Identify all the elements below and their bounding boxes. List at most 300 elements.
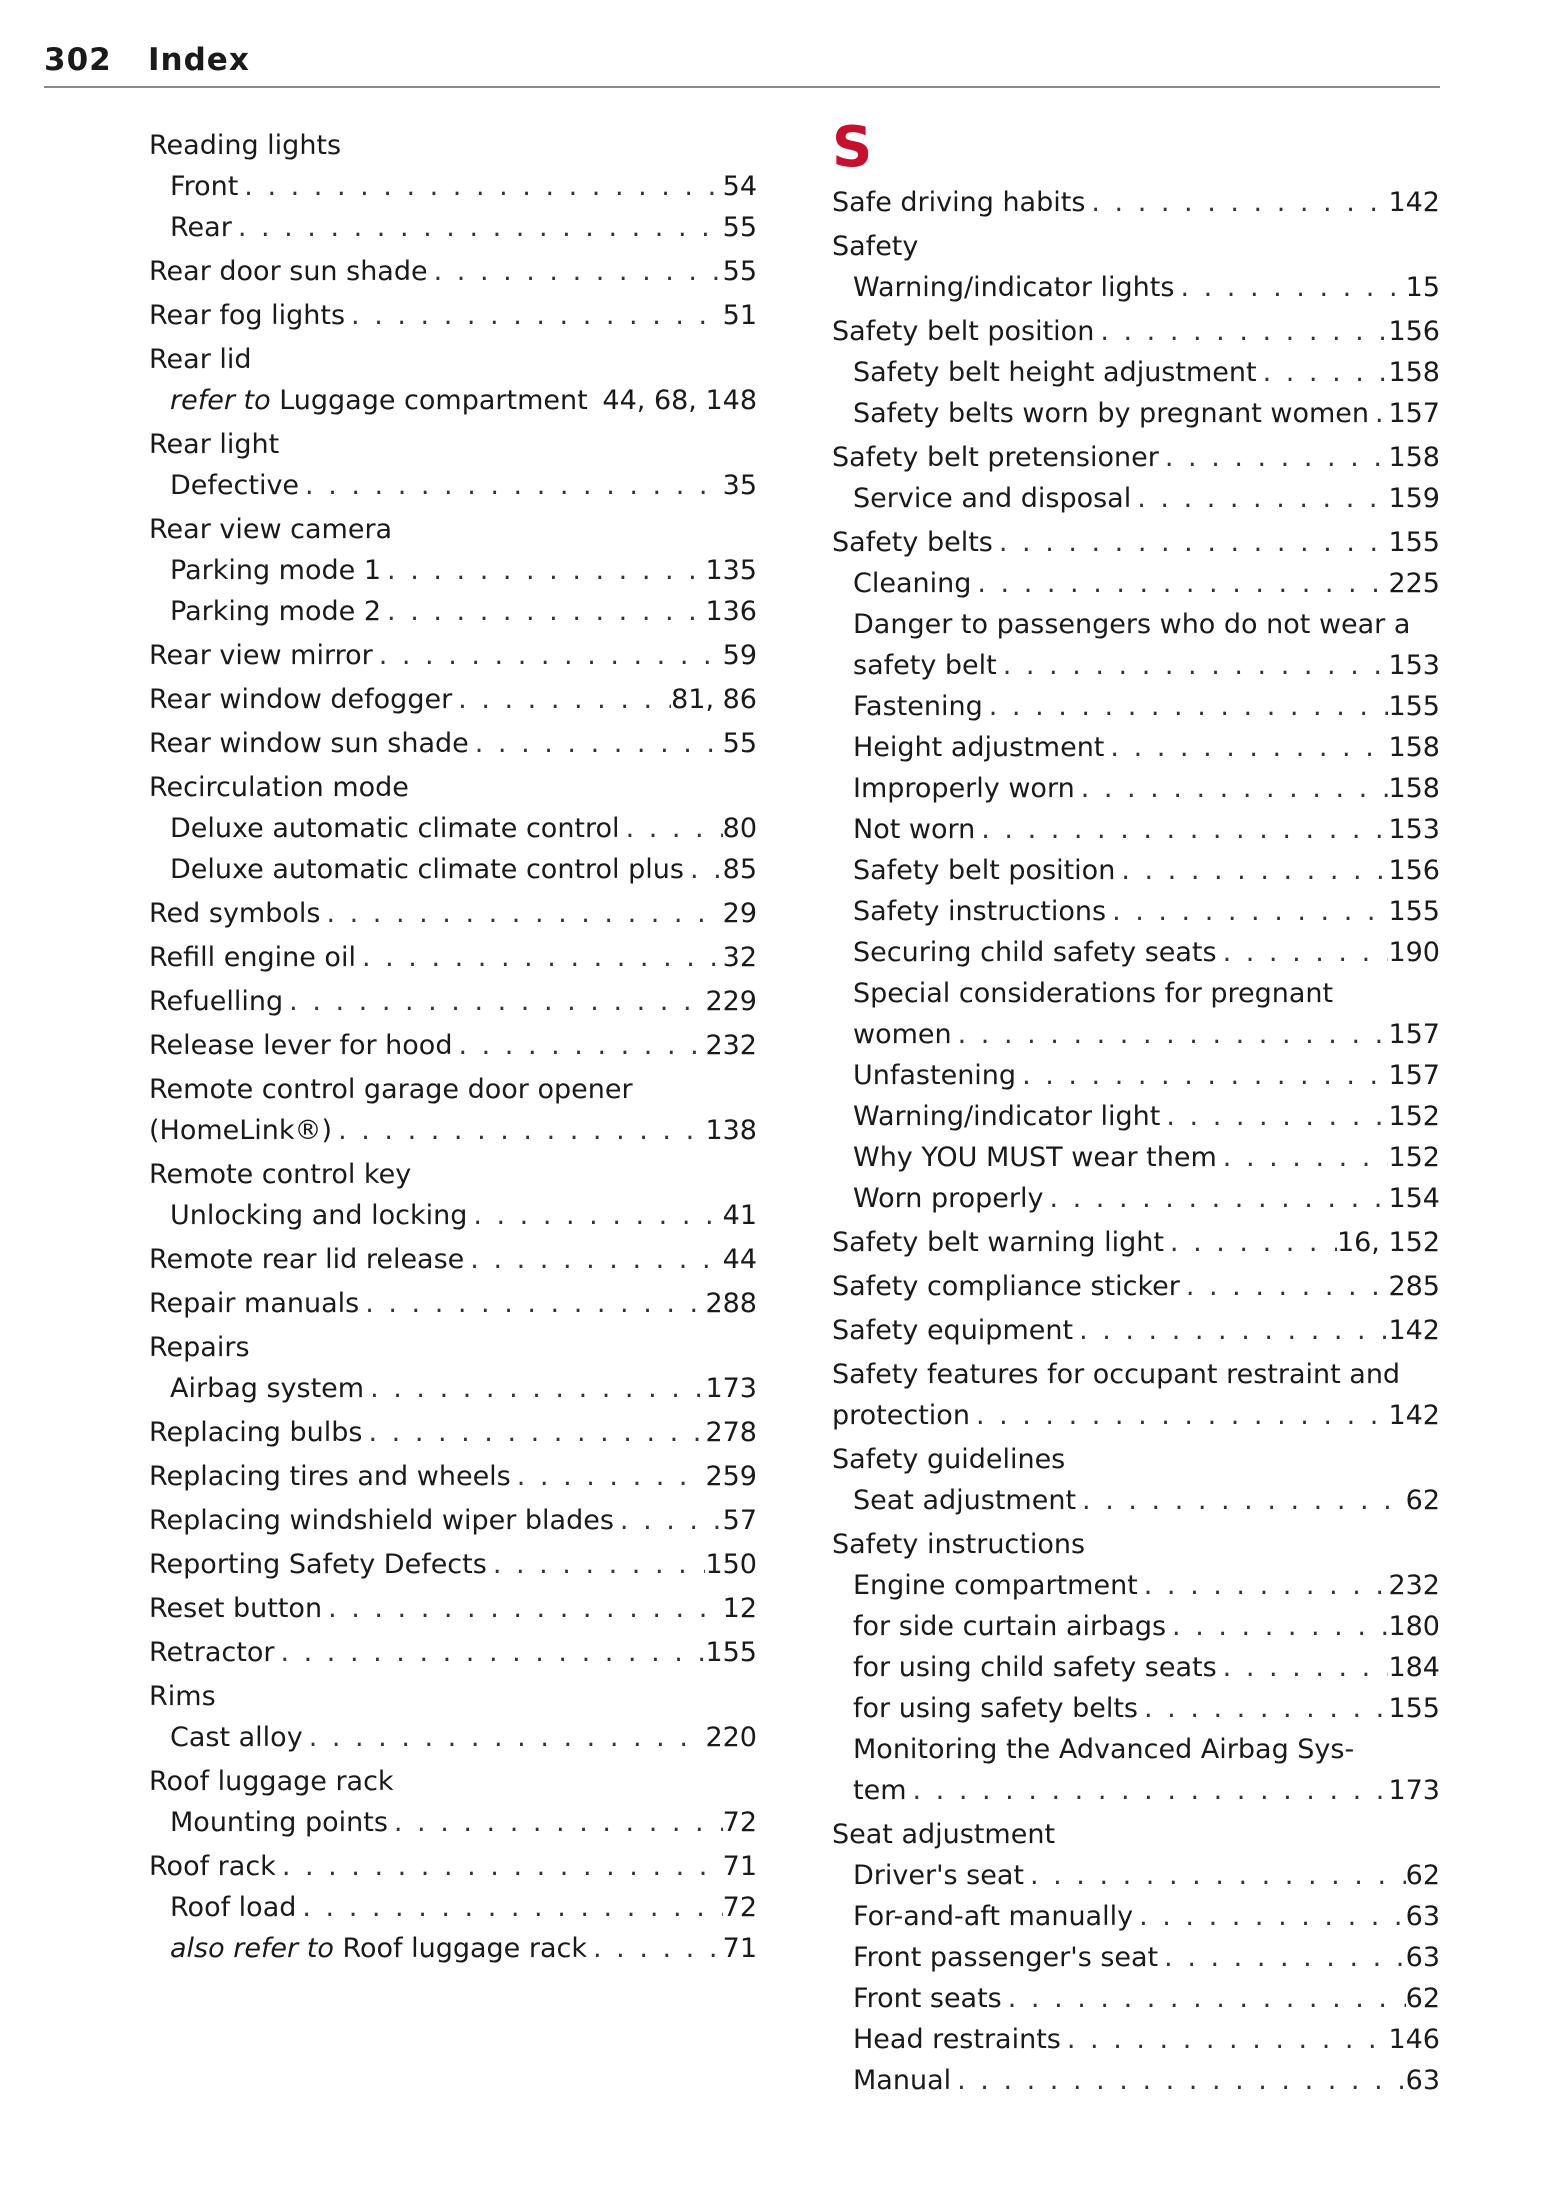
index-entry: [832, 1310, 1440, 1351]
dot-leader: [276, 1846, 723, 1887]
entry-label: [149, 1676, 216, 1717]
entry-text: Driver's seat: [853, 1860, 1024, 1891]
page-reference: 155: [1388, 896, 1440, 927]
page-reference: 157: [1388, 398, 1440, 429]
entry-label: [149, 679, 452, 720]
entry-label: [853, 727, 1104, 768]
page-reference: 136: [705, 596, 757, 627]
entry-label: [149, 1239, 464, 1280]
entry-text: for using safety belts: [853, 1693, 1139, 1724]
page-reference: 229: [705, 986, 757, 1017]
dot-leader: [1106, 891, 1388, 932]
index-entry: [149, 1110, 757, 1151]
dot-leader: [1061, 2019, 1389, 2060]
index-subentry: [149, 591, 757, 632]
dot-leader: [1075, 768, 1389, 809]
page-reference: 71: [722, 1851, 757, 1882]
entry-text: Safety features for occupant restraint and: [832, 1359, 1401, 1390]
index-entry: [149, 1025, 757, 1066]
entry-text: (HomeLink®): [149, 1115, 333, 1146]
page-reference: 155: [1388, 691, 1440, 722]
entry-text: Safety belt height adjustment: [853, 357, 1257, 388]
page-reference: 63: [1405, 1942, 1440, 1973]
entry-label: [853, 1937, 1158, 1978]
entry-text: Red symbols: [149, 898, 321, 929]
entry-text: Release lever for hood: [149, 1030, 453, 1061]
entry-text: Remote rear lid release: [149, 1244, 465, 1275]
index-entry: [149, 937, 757, 978]
dot-leader: [1158, 1937, 1405, 1978]
index-entry: [832, 1524, 1440, 1565]
entry-label: [853, 1014, 952, 1055]
entry-label: [149, 1632, 274, 1673]
entry-label: [149, 1500, 614, 1541]
entry-label: [170, 207, 232, 248]
page-reference: 285: [1388, 1271, 1440, 1302]
entry-text: Monitoring the Advanced Airbag Sys-: [853, 1734, 1355, 1765]
entry-text: Safety belts: [832, 527, 993, 558]
entry-label: [853, 2019, 1061, 2060]
index-entry: [149, 339, 757, 380]
dot-leader: [373, 635, 723, 676]
entry-text: Safety belt pretensioner: [832, 442, 1159, 473]
dot-leader: [1217, 1137, 1389, 1178]
dot-leader: [332, 1110, 705, 1151]
index-subentry: [832, 645, 1440, 686]
entry-text: Retractor: [149, 1637, 275, 1668]
index-entry: [149, 125, 757, 166]
index-entry: [149, 1500, 757, 1541]
index-entry: [149, 251, 757, 292]
entry-text: Fastening: [853, 691, 983, 722]
entry-text: Roof luggage rack: [342, 1933, 588, 1964]
entry-text: Roof luggage rack: [149, 1766, 394, 1797]
page-reference: 278: [705, 1417, 757, 1448]
entry-label: [853, 932, 1217, 973]
dot-leader: [620, 808, 723, 849]
index-subentry: [149, 166, 757, 207]
index-subentry: [149, 1928, 757, 1969]
entry-text: Warning/indicator light: [853, 1101, 1161, 1132]
entry-label: [853, 1688, 1138, 1729]
dot-leader: [983, 686, 1389, 727]
page-reference: 152: [1388, 1142, 1440, 1173]
entry-label: [853, 686, 983, 727]
entry-label: [149, 1025, 452, 1066]
page-reference: 159: [1388, 483, 1440, 514]
page-reference: 72: [722, 1892, 757, 1923]
page-reference: 55: [722, 728, 757, 759]
section-letter: S: [832, 115, 873, 180]
entry-label: [170, 591, 381, 632]
entry-label: [853, 1480, 1076, 1521]
index-entry: [149, 1239, 757, 1280]
page-title: Index: [148, 42, 250, 78]
dot-leader: [1104, 727, 1388, 768]
index-subentry: [832, 891, 1440, 932]
index-subentry: [832, 2060, 1440, 2101]
entry-text: Cast alloy: [170, 1722, 303, 1753]
dot-leader: [359, 1283, 705, 1324]
page-reference: 156: [1388, 316, 1440, 347]
entry-label: [853, 2060, 951, 2101]
page-reference: 158: [1388, 773, 1440, 804]
entry-text: Rear window sun shade: [149, 728, 469, 759]
index-entry: [149, 1588, 757, 1629]
dot-leader: [1131, 478, 1388, 519]
entry-text: Improperly worn: [853, 773, 1075, 804]
entry-label: [149, 295, 345, 336]
page-reference: 32: [722, 942, 757, 973]
dot-leader: [452, 1025, 705, 1066]
dot-leader: [320, 893, 722, 934]
page-reference: 154: [1388, 1183, 1440, 1214]
dot-leader: [1073, 1310, 1388, 1351]
index-subentry: [832, 563, 1440, 604]
entry-label: [853, 1978, 1002, 2019]
index-subentry: [832, 1014, 1440, 1055]
dot-leader: [1138, 1688, 1388, 1729]
entry-label: [149, 1588, 322, 1629]
entry-text: women: [853, 1019, 952, 1050]
entry-label: [170, 1928, 587, 1969]
page-reference: 57: [722, 1505, 757, 1536]
dot-leader: [975, 809, 1388, 850]
entry-text: Rear view camera: [149, 514, 393, 545]
index-subentry: [832, 686, 1440, 727]
entry-label: [853, 809, 975, 850]
dot-leader: [587, 1928, 723, 1969]
page-reference: 54: [722, 171, 757, 202]
index-subentry: [832, 352, 1440, 393]
page-reference: 153: [1388, 814, 1440, 845]
page-header: [44, 36, 1440, 88]
entry-text: Reset button: [149, 1593, 323, 1624]
page-reference: 55: [722, 212, 757, 243]
entry-label: [149, 1761, 394, 1802]
index-entry: [149, 1761, 757, 1802]
dot-leader: [1085, 182, 1388, 223]
entry-text: protection: [832, 1400, 970, 1431]
entry-label: [853, 1606, 1166, 1647]
entry-label: [149, 1154, 411, 1195]
page-reference: 173: [1388, 1775, 1440, 1806]
entry-label: [149, 937, 356, 978]
entry-text: Safety belts worn by pregnant women: [853, 398, 1370, 429]
entry-text: Manual: [853, 2065, 952, 2096]
entry-label: [832, 1354, 1400, 1395]
entry-text: Front seats: [853, 1983, 1002, 2014]
entry-label: [149, 1456, 511, 1497]
page-reference: 51: [722, 300, 757, 331]
entry-text: Remote control garage door opener: [149, 1074, 633, 1105]
entry-text: Safety instructions: [832, 1529, 1086, 1560]
page-reference: 146: [1388, 2024, 1440, 2055]
index-entry: [832, 1222, 1440, 1263]
dot-leader: [684, 849, 723, 890]
page-reference: 59: [722, 640, 757, 671]
entry-text: safety belt: [853, 650, 997, 681]
entry-text: Seat adjustment: [853, 1485, 1077, 1516]
index-entry: [149, 424, 757, 465]
entry-label: [149, 339, 252, 380]
entry-label: [149, 635, 373, 676]
entry-text: Remote control key: [149, 1159, 412, 1190]
dot-leader: [997, 645, 1389, 686]
dot-leader: [274, 1632, 705, 1673]
index-subentry: [832, 267, 1440, 308]
entry-label: [853, 1729, 1354, 1770]
page-reference: 184: [1388, 1652, 1440, 1683]
index-entries-s: [832, 182, 1440, 2101]
dot-leader: [469, 723, 723, 764]
page-reference: 35: [722, 470, 757, 501]
entry-label: [170, 465, 299, 506]
page-reference: 153: [1388, 650, 1440, 681]
index-entry: [149, 893, 757, 934]
entry-text: Safety belt warning light: [832, 1227, 1164, 1258]
dot-leader: [1002, 1978, 1406, 2019]
index-subentry: [149, 808, 757, 849]
page-reference: 85: [722, 854, 757, 885]
index-subentry: [149, 849, 757, 890]
dot-leader: [487, 1544, 706, 1585]
page-reference: 71: [722, 1933, 757, 1964]
index-subentry: [832, 393, 1440, 434]
entry-label: [853, 1096, 1160, 1137]
entry-text: Unfastening: [853, 1060, 1017, 1091]
dot-leader: [1115, 850, 1388, 891]
dot-leader: [614, 1500, 723, 1541]
entry-text: Reading lights: [149, 130, 342, 161]
entry-label: [853, 973, 1333, 1014]
dot-leader: [464, 1239, 722, 1280]
page-reference: 288: [705, 1288, 757, 1319]
entry-label: [149, 1327, 250, 1368]
entry-text: Rear view mirror: [149, 640, 373, 671]
entry-text: Safety guidelines: [832, 1444, 1066, 1475]
entry-label: [149, 1069, 633, 1110]
page-reference: 63: [1405, 1901, 1440, 1932]
index-subentry: [832, 768, 1440, 809]
index-column-right: [832, 115, 1440, 2101]
page-reference: 152: [1388, 1101, 1440, 1132]
index-entry: [149, 1632, 757, 1673]
entry-label: [170, 1887, 296, 1928]
entry-label: [832, 1222, 1164, 1263]
entry-text: Unlocking and locking: [170, 1200, 468, 1231]
entry-label: [832, 1310, 1073, 1351]
index-entry: [149, 679, 757, 720]
dot-leader: [303, 1717, 706, 1758]
page-reference: 173: [705, 1373, 757, 1404]
entry-text: Repair manuals: [149, 1288, 360, 1319]
entry-text: Worn properly: [853, 1183, 1044, 1214]
entry-text: Repairs: [149, 1332, 250, 1363]
dot-leader: [952, 1014, 1389, 1055]
page-reference: 62: [1405, 1983, 1440, 2014]
dot-leader: [238, 166, 722, 207]
page-reference: 232: [705, 1030, 757, 1061]
entry-text: Recirculation mode: [149, 772, 409, 803]
entry-text: Parking mode 2: [170, 596, 382, 627]
entry-text: Safety belt position: [853, 855, 1116, 886]
dot-leader: [232, 207, 723, 248]
entry-text: Airbag system: [170, 1373, 365, 1404]
cross-reference: also refer to: [170, 1933, 334, 1964]
dot-leader: [283, 981, 705, 1022]
entry-text: Replacing tires and wheels: [149, 1461, 511, 1492]
page-reference: 142: [1388, 1315, 1440, 1346]
entry-text: Replacing windshield wiper blades: [149, 1505, 614, 1536]
page-reference: 259: [705, 1461, 757, 1492]
index-subentry: [832, 1770, 1440, 1811]
index-entry: [832, 226, 1440, 267]
entry-label: [149, 125, 341, 166]
entry-text: Why YOU MUST wear them: [853, 1142, 1217, 1173]
index-subentry: [832, 1178, 1440, 1219]
page-reference: 44: [722, 1244, 757, 1275]
dot-leader: [428, 251, 723, 292]
entry-label: [853, 850, 1115, 891]
page-reference: 190: [1388, 937, 1440, 968]
index-subentry: [149, 1717, 757, 1758]
entry-label: [170, 166, 238, 207]
entry-text: Safety: [832, 231, 919, 262]
index-subentry: [832, 850, 1440, 891]
page-reference: 232: [1388, 1570, 1440, 1601]
entry-label: [149, 251, 428, 292]
entry-label: [853, 563, 971, 604]
entry-label: [853, 1178, 1043, 1219]
index-entry: [149, 723, 757, 764]
index-subentry: [832, 1565, 1440, 1606]
page-reference: 142: [1388, 187, 1440, 218]
dot-leader: [1094, 311, 1388, 352]
entry-label: [149, 723, 469, 764]
entry-text: Deluxe automatic climate control: [170, 813, 620, 844]
entry-text: Cleaning: [853, 568, 972, 599]
index-entry: [149, 635, 757, 676]
entry-text: Replacing bulbs: [149, 1417, 363, 1448]
index-subentry: [832, 727, 1440, 768]
dot-leader: [1076, 1480, 1406, 1521]
entry-label: [853, 1137, 1217, 1178]
entry-text: Luggage compartment: [279, 385, 588, 416]
entry-label: [853, 768, 1075, 809]
entry-label: [170, 808, 620, 849]
index-subentry: [832, 1096, 1440, 1137]
index-subentry: [832, 2019, 1440, 2060]
index-entry: [149, 767, 757, 808]
dot-leader: [296, 1887, 722, 1928]
dot-leader: [1159, 437, 1389, 478]
index-entry: [149, 1327, 757, 1368]
entry-label: [170, 550, 381, 591]
dot-leader: [1369, 393, 1388, 434]
page-reference: 158: [1388, 357, 1440, 388]
entry-text: Rear window defogger: [149, 684, 453, 715]
dot-leader: [993, 522, 1389, 563]
dot-leader: [1166, 1606, 1388, 1647]
dot-leader: [381, 591, 705, 632]
index-subentry: [832, 1137, 1440, 1178]
entry-label: [149, 767, 409, 808]
page-reference: 80: [722, 813, 757, 844]
index-subentry: [149, 1195, 757, 1236]
dot-leader: [1180, 1266, 1389, 1307]
page-reference: 44, 68, 148: [602, 385, 757, 416]
entry-label: [832, 182, 1085, 223]
entry-label: [149, 1412, 362, 1453]
page-reference: 29: [722, 898, 757, 929]
dot-leader: [1174, 267, 1405, 308]
index-subentry: [832, 1055, 1440, 1096]
entry-label: [832, 1814, 1055, 1855]
index-entry: [149, 509, 757, 550]
entry-label: [832, 226, 918, 267]
entry-label: [170, 1195, 467, 1236]
entry-label: [853, 891, 1106, 932]
index-subentry: [832, 1937, 1440, 1978]
entry-text: Danger to passengers who do not wear a: [853, 609, 1411, 640]
index-entry: [149, 1456, 757, 1497]
entry-label: [853, 478, 1131, 519]
entry-text: Rims: [149, 1681, 216, 1712]
entry-text: Height adjustment: [853, 732, 1105, 763]
index-column-left: [149, 125, 757, 1969]
dot-leader: [1016, 1055, 1388, 1096]
entry-text: Safety belt position: [832, 316, 1095, 347]
page-reference: 41: [722, 1200, 757, 1231]
entry-text: Safe driving habits: [832, 187, 1086, 218]
entry-text: Refill engine oil: [149, 942, 356, 973]
index-subentry: [832, 1855, 1440, 1896]
entry-label: [832, 1266, 1180, 1307]
dot-leader: [1133, 1896, 1406, 1937]
index-entry: [832, 182, 1440, 223]
entry-label: [170, 849, 684, 890]
entry-text: Engine compartment: [853, 1570, 1138, 1601]
dot-leader: [364, 1368, 705, 1409]
page-reference: 15: [1405, 272, 1440, 303]
page-reference: 55: [722, 256, 757, 287]
index-subentry: [149, 1368, 757, 1409]
entry-text: Reporting Safety Defects: [149, 1549, 487, 1580]
entry-label: [149, 1110, 332, 1151]
entry-label: [832, 437, 1159, 478]
entry-label: [832, 1395, 970, 1436]
entry-text: Securing child safety seats: [853, 937, 1217, 968]
page-reference: 138: [705, 1115, 757, 1146]
entry-label: [853, 1855, 1024, 1896]
entry-label: [853, 393, 1369, 434]
index-entry: [149, 1412, 757, 1453]
index-subentry: [832, 973, 1440, 1014]
dot-leader: [1024, 1855, 1406, 1896]
entry-label: [853, 645, 997, 686]
index-subentry: [149, 207, 757, 248]
page-reference: 155: [1388, 1693, 1440, 1724]
index-entry: [832, 522, 1440, 563]
dot-leader: [362, 1412, 705, 1453]
index-subentry: [832, 809, 1440, 850]
index-entry: [832, 1439, 1440, 1480]
entry-text: tem: [853, 1775, 907, 1806]
dot-leader: [388, 1802, 723, 1843]
index-subentry: [832, 1480, 1440, 1521]
index-entry: [832, 1395, 1440, 1436]
